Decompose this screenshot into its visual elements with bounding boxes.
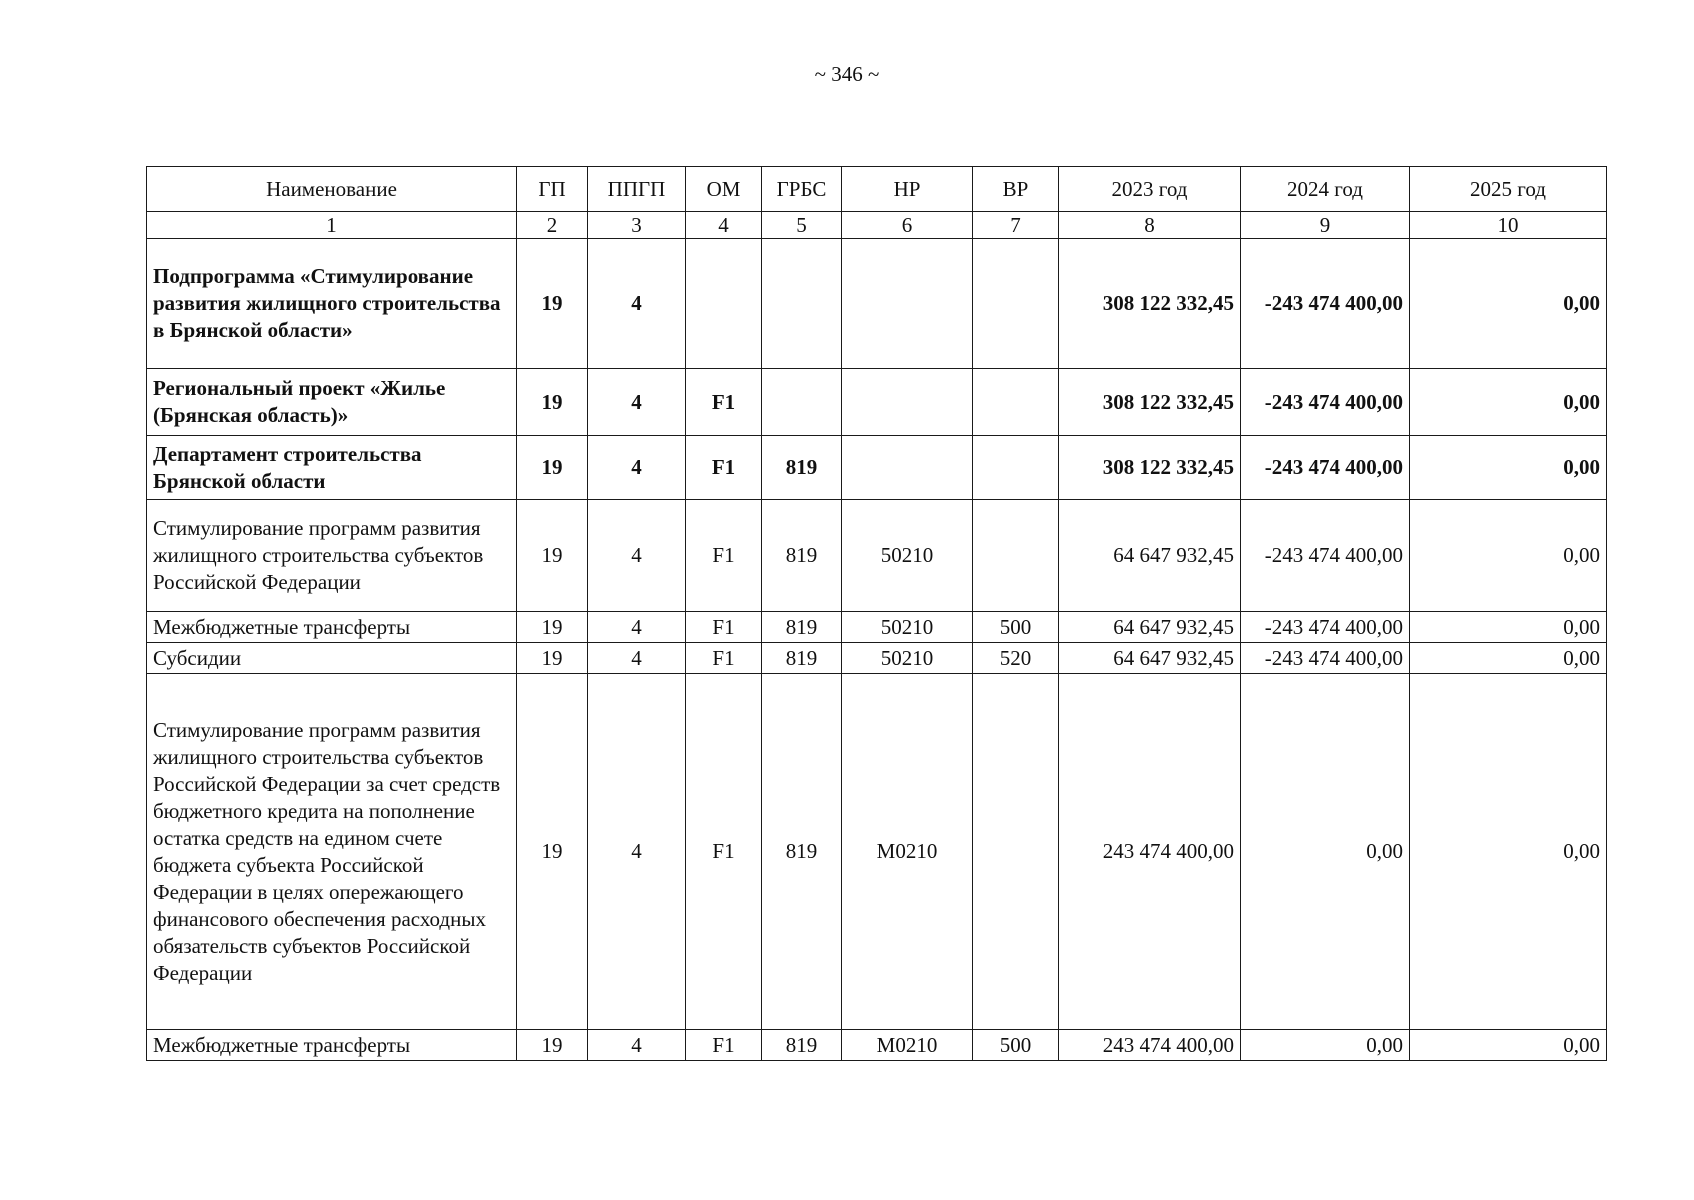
cell-gp: 19: [517, 643, 588, 674]
column-number: 7: [973, 212, 1059, 239]
column-number: 5: [762, 212, 842, 239]
cell-om: F1: [686, 436, 762, 500]
cell-grbs: 819: [762, 612, 842, 643]
cell-grbs: 819: [762, 436, 842, 500]
cell-2024: -243 474 400,00: [1241, 500, 1410, 612]
budget-table: [146, 166, 1607, 1061]
header-name: Наименование: [147, 167, 517, 212]
column-number: 8: [1059, 212, 1241, 239]
cell-2023: 308 122 332,45: [1059, 239, 1241, 369]
column-number: 4: [686, 212, 762, 239]
header-gp: ГП: [517, 167, 588, 212]
row-name: Межбюджетные трансферты: [147, 612, 517, 643]
column-number: 3: [588, 212, 686, 239]
cell-nr: 50210: [842, 643, 973, 674]
cell-ppgp: 4: [588, 674, 686, 1030]
row-name: Департамент строительства Брянской области: [147, 436, 517, 500]
header-ppgp: ППГП: [588, 167, 686, 212]
cell-2023: 308 122 332,45: [1059, 436, 1241, 500]
cell-2025: 0,00: [1410, 239, 1607, 369]
header-om: ОМ: [686, 167, 762, 212]
cell-nr: [842, 436, 973, 500]
cell-grbs: [762, 239, 842, 369]
row-name: Стимулирование программ развития жилищного строительства субъектов Российской Федерации за счет средств бюджетного кредита на пополнение остатка средств на едином счете бюджета субъекта Российской Федерации в целях опережающего финансового обеспечения расходных обязательств субъектов Российской Федерации: [147, 674, 517, 1030]
row-name: Стимулирование программ развития жилищного строительства субъектов Российской Федерации: [147, 500, 517, 612]
cell-nr: M0210: [842, 674, 973, 1030]
column-number: 1: [147, 212, 517, 239]
header-2025: 2025 год: [1410, 167, 1607, 212]
cell-nr: M0210: [842, 1030, 973, 1061]
cell-gp: 19: [517, 436, 588, 500]
cell-vr: 500: [973, 1030, 1059, 1061]
cell-vr: [973, 369, 1059, 436]
table-row: [147, 1030, 1607, 1061]
header-2024: 2024 год: [1241, 167, 1410, 212]
header-grbs: ГРБС: [762, 167, 842, 212]
cell-2023: 243 474 400,00: [1059, 1030, 1241, 1061]
page-number: ~ 346 ~: [814, 62, 880, 86]
cell-vr: 520: [973, 643, 1059, 674]
cell-gp: 19: [517, 369, 588, 436]
cell-vr: [973, 239, 1059, 369]
cell-ppgp: 4: [588, 239, 686, 369]
cell-gp: 19: [517, 612, 588, 643]
header-row: [147, 167, 1607, 212]
row-name: Субсидии: [147, 643, 517, 674]
cell-gp: 19: [517, 1030, 588, 1061]
table-row: [147, 436, 1607, 500]
cell-om: F1: [686, 1030, 762, 1061]
cell-vr: [973, 436, 1059, 500]
header-2023: 2023 год: [1059, 167, 1241, 212]
row-name: Подпрограмма «Стимулирование развития жилищного строительства в Брянской области»: [147, 239, 517, 369]
cell-om: [686, 239, 762, 369]
cell-gp: 19: [517, 674, 588, 1030]
table-row: [147, 500, 1607, 612]
cell-grbs: [762, 369, 842, 436]
cell-ppgp: 4: [588, 1030, 686, 1061]
cell-2024: -243 474 400,00: [1241, 369, 1410, 436]
table-row: [147, 674, 1607, 1030]
cell-2024: 0,00: [1241, 1030, 1410, 1061]
cell-grbs: 819: [762, 674, 842, 1030]
cell-2024: -243 474 400,00: [1241, 239, 1410, 369]
cell-grbs: 819: [762, 500, 842, 612]
cell-2023: 64 647 932,45: [1059, 612, 1241, 643]
cell-2023: 64 647 932,45: [1059, 500, 1241, 612]
column-number: 2: [517, 212, 588, 239]
cell-2025: 0,00: [1410, 1030, 1607, 1061]
cell-2025: 0,00: [1410, 643, 1607, 674]
cell-2023: 64 647 932,45: [1059, 643, 1241, 674]
column-number: 10: [1410, 212, 1607, 239]
cell-2025: 0,00: [1410, 369, 1607, 436]
table-row: [147, 239, 1607, 369]
cell-ppgp: 4: [588, 643, 686, 674]
cell-ppgp: 4: [588, 436, 686, 500]
cell-om: F1: [686, 500, 762, 612]
cell-grbs: 819: [762, 643, 842, 674]
cell-om: F1: [686, 674, 762, 1030]
cell-ppgp: 4: [588, 369, 686, 436]
column-number-row: [147, 212, 1607, 239]
cell-nr: [842, 239, 973, 369]
cell-om: F1: [686, 612, 762, 643]
header-nr: НР: [842, 167, 973, 212]
table-row: [147, 643, 1607, 674]
cell-2025: 0,00: [1410, 500, 1607, 612]
cell-ppgp: 4: [588, 500, 686, 612]
row-name: Межбюджетные трансферты: [147, 1030, 517, 1061]
header-vr: ВР: [973, 167, 1059, 212]
cell-nr: [842, 369, 973, 436]
row-name: Региональный проект «Жилье (Брянская область)»: [147, 369, 517, 436]
cell-nr: 50210: [842, 612, 973, 643]
cell-vr: 500: [973, 612, 1059, 643]
cell-2024: 0,00: [1241, 674, 1410, 1030]
cell-om: F1: [686, 369, 762, 436]
column-number: 9: [1241, 212, 1410, 239]
cell-vr: [973, 674, 1059, 1030]
cell-2024: -243 474 400,00: [1241, 436, 1410, 500]
cell-2024: -243 474 400,00: [1241, 643, 1410, 674]
table-row: [147, 612, 1607, 643]
cell-2024: -243 474 400,00: [1241, 612, 1410, 643]
cell-nr: 50210: [842, 500, 973, 612]
cell-ppgp: 4: [588, 612, 686, 643]
cell-2023: 308 122 332,45: [1059, 369, 1241, 436]
column-number: 6: [842, 212, 973, 239]
cell-2025: 0,00: [1410, 674, 1607, 1030]
table-row: [147, 369, 1607, 436]
cell-2025: 0,00: [1410, 436, 1607, 500]
cell-grbs: 819: [762, 1030, 842, 1061]
cell-vr: [973, 500, 1059, 612]
cell-om: F1: [686, 643, 762, 674]
cell-2023: 243 474 400,00: [1059, 674, 1241, 1030]
cell-gp: 19: [517, 500, 588, 612]
cell-2025: 0,00: [1410, 612, 1607, 643]
cell-gp: 19: [517, 239, 588, 369]
